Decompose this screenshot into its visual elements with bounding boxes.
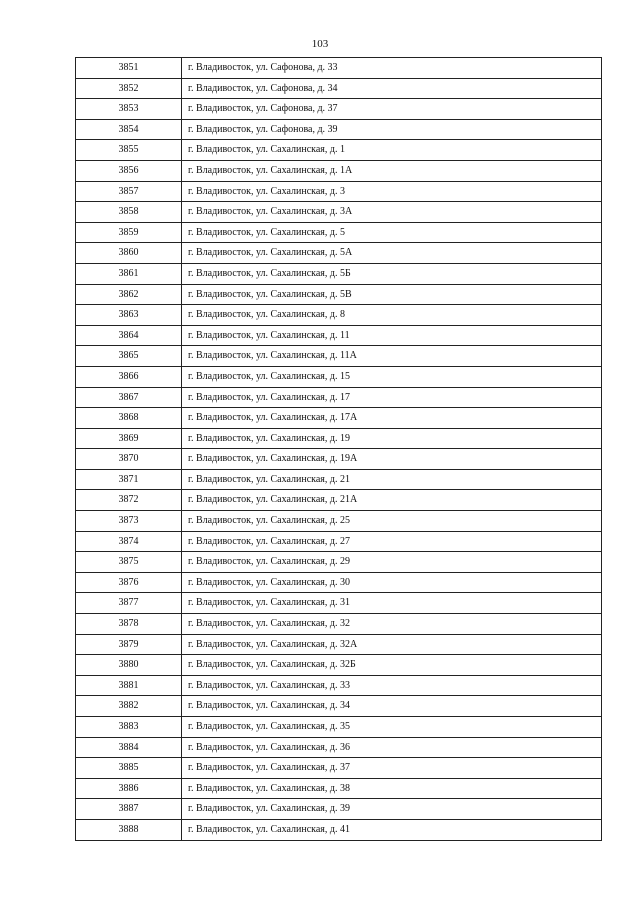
address-cell: г. Владивосток, ул. Сафонова, д. 37 [182,99,602,120]
address-cell: г. Владивосток, ул. Сахалинская, д. 17А [182,408,602,429]
address-cell: г. Владивосток, ул. Сахалинская, д. 3А [182,202,602,223]
address-cell: г. Владивосток, ул. Сахалинская, д. 5А [182,243,602,264]
row-number-cell: 3869 [76,428,182,449]
table-row [76,552,602,573]
table-row [76,387,602,408]
address-cell: г. Владивосток, ул. Сахалинская, д. 32 [182,614,602,635]
address-registry-table [75,57,602,841]
address-cell: г. Владивосток, ул. Сахалинская, д. 41 [182,819,602,840]
address-cell: г. Владивосток, ул. Сахалинская, д. 27 [182,531,602,552]
row-number-cell: 3884 [76,737,182,758]
row-number-cell: 3862 [76,284,182,305]
table-row [76,284,602,305]
row-number-cell: 3860 [76,243,182,264]
row-number-cell: 3864 [76,325,182,346]
address-cell: г. Владивосток, ул. Сахалинская, д. 5 [182,222,602,243]
address-cell: г. Владивосток, ул. Сахалинская, д. 32Б [182,655,602,676]
table-row [76,58,602,79]
address-cell: г. Владивосток, ул. Сахалинская, д. 39 [182,799,602,820]
row-number-cell: 3880 [76,655,182,676]
row-number-cell: 3857 [76,181,182,202]
row-number-cell: 3854 [76,119,182,140]
table-row [76,263,602,284]
table-row [76,325,602,346]
row-number-cell: 3887 [76,799,182,820]
address-cell: г. Владивосток, ул. Сахалинская, д. 36 [182,737,602,758]
table-row [76,160,602,181]
table-row [76,655,602,676]
address-cell: г. Владивосток, ул. Сахалинская, д. 21 [182,469,602,490]
address-cell: г. Владивосток, ул. Сахалинская, д. 5Б [182,263,602,284]
address-cell: г. Владивосток, ул. Сахалинская, д. 11А [182,346,602,367]
address-cell: г. Владивосток, ул. Сахалинская, д. 19 [182,428,602,449]
address-cell: г. Владивосток, ул. Сахалинская, д. 1А [182,160,602,181]
registry-table-body [76,58,602,841]
table-row [76,222,602,243]
row-number-cell: 3883 [76,717,182,738]
table-row [76,675,602,696]
address-cell: г. Владивосток, ул. Сахалинская, д. 5В [182,284,602,305]
address-cell: г. Владивосток, ул. Сахалинская, д. 29 [182,552,602,573]
table-row [76,408,602,429]
table-row [76,737,602,758]
address-cell: г. Владивосток, ул. Сахалинская, д. 30 [182,572,602,593]
row-number-cell: 3867 [76,387,182,408]
table-row [76,428,602,449]
table-row [76,799,602,820]
table-row [76,572,602,593]
table-row [76,696,602,717]
row-number-cell: 3863 [76,305,182,326]
row-number-cell: 3865 [76,346,182,367]
address-cell: г. Владивосток, ул. Сахалинская, д. 32А [182,634,602,655]
address-cell: г. Владивосток, ул. Сахалинская, д. 37 [182,758,602,779]
table-row [76,305,602,326]
row-number-cell: 3872 [76,490,182,511]
table-row [76,181,602,202]
address-cell: г. Владивосток, ул. Сахалинская, д. 11 [182,325,602,346]
table-row [76,366,602,387]
table-row [76,490,602,511]
table-row [76,202,602,223]
address-cell: г. Владивосток, ул. Сахалинская, д. 33 [182,675,602,696]
address-cell: г. Владивосток, ул. Сахалинская, д. 31 [182,593,602,614]
row-number-cell: 3868 [76,408,182,429]
table-row [76,778,602,799]
table-row [76,758,602,779]
row-number-cell: 3851 [76,58,182,79]
table-row [76,634,602,655]
address-cell: г. Владивосток, ул. Сафонова, д. 34 [182,78,602,99]
table-row [76,469,602,490]
row-number-cell: 3881 [76,675,182,696]
row-number-cell: 3859 [76,222,182,243]
address-cell: г. Владивосток, ул. Сафонова, д. 33 [182,58,602,79]
table-row [76,140,602,161]
row-number-cell: 3858 [76,202,182,223]
table-row [76,346,602,367]
row-number-cell: 3874 [76,531,182,552]
table-row [76,511,602,532]
address-cell: г. Владивосток, ул. Сахалинская, д. 1 [182,140,602,161]
address-cell: г. Владивосток, ул. Сахалинская, д. 35 [182,717,602,738]
row-number-cell: 3856 [76,160,182,181]
row-number-cell: 3878 [76,614,182,635]
row-number-cell: 3877 [76,593,182,614]
row-number-cell: 3888 [76,819,182,840]
address-cell: г. Владивосток, ул. Сахалинская, д. 15 [182,366,602,387]
address-cell: г. Владивосток, ул. Сахалинская, д. 25 [182,511,602,532]
table-row [76,119,602,140]
row-number-cell: 3870 [76,449,182,470]
row-number-cell: 3873 [76,511,182,532]
address-cell: г. Владивосток, ул. Сафонова, д. 39 [182,119,602,140]
row-number-cell: 3861 [76,263,182,284]
row-number-cell: 3886 [76,778,182,799]
address-cell: г. Владивосток, ул. Сахалинская, д. 19А [182,449,602,470]
address-cell: г. Владивосток, ул. Сахалинская, д. 8 [182,305,602,326]
table-row [76,614,602,635]
address-cell: г. Владивосток, ул. Сахалинская, д. 34 [182,696,602,717]
table-row [76,819,602,840]
table-row [76,531,602,552]
row-number-cell: 3876 [76,572,182,593]
table-row [76,593,602,614]
row-number-cell: 3885 [76,758,182,779]
table-row [76,78,602,99]
address-cell: г. Владивосток, ул. Сахалинская, д. 21А [182,490,602,511]
row-number-cell: 3853 [76,99,182,120]
row-number-cell: 3852 [76,78,182,99]
address-cell: г. Владивосток, ул. Сахалинская, д. 17 [182,387,602,408]
table-row [76,449,602,470]
table-row [76,243,602,264]
row-number-cell: 3875 [76,552,182,573]
row-number-cell: 3879 [76,634,182,655]
row-number-cell: 3855 [76,140,182,161]
row-number-cell: 3882 [76,696,182,717]
row-number-cell: 3871 [76,469,182,490]
page-number: 103 [311,38,329,50]
address-cell: г. Владивосток, ул. Сахалинская, д. 38 [182,778,602,799]
table-row [76,99,602,120]
address-cell: г. Владивосток, ул. Сахалинская, д. 3 [182,181,602,202]
row-number-cell: 3866 [76,366,182,387]
table-row [76,717,602,738]
